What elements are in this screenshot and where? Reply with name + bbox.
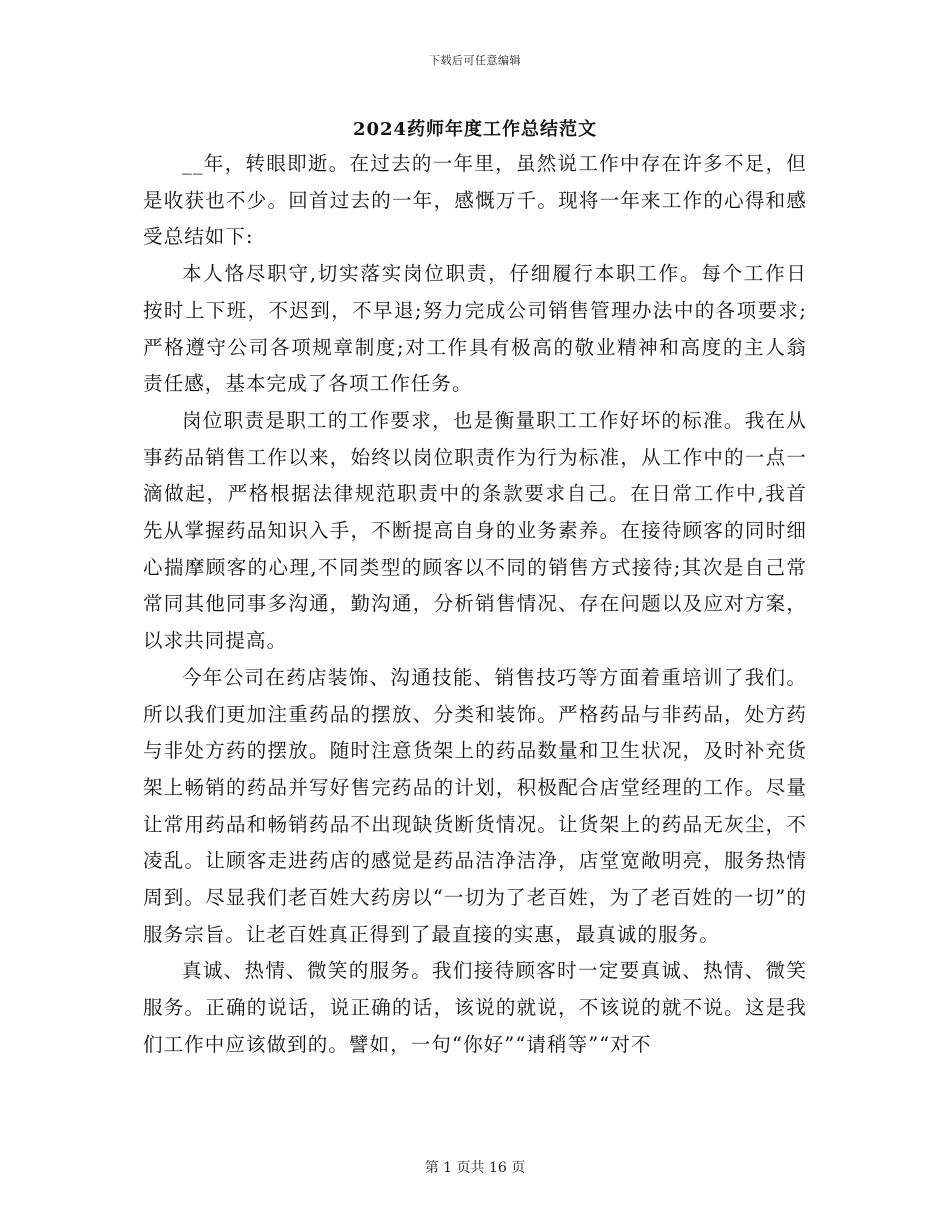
document-title: 2024药师年度工作总结范文 <box>352 119 598 140</box>
page-header-note: 下载后可任意编辑 <box>429 54 521 67</box>
paragraph-intro: __年，转眼即逝。在过去的一年里，虽然说工作中存在许多不足，但是收获也不少。回首过去的一年，感慨万千。现将一年来工作的心得和感受总结如下: <box>143 152 807 249</box>
paragraph-duty: 本人恪尽职守,切实落实岗位职责，仔细履行本职工作。每个工作日按时上下班，不迟到，不早退;努力完成公司销售管理办法中的各项要求;严格遵守公司各项规章制度;对工作具有极高的敬业精神和高度的主人翁责任感，基本完成了各项工作任务。 <box>143 262 807 396</box>
document-body <box>143 146 807 1064</box>
paragraph-responsibility: 岗位职责是职工的工作要求，也是衡量职工工作好坏的标准。我在从事药品销售工作以来，始终以岗位职责作为行为标准，从工作中的一点一滴做起，严格根据法律规范职责中的条款要求自己。在日常工作中,我首先从掌握药品知识入手，不断提高自身的业务素养。在接待顾客的同时细心揣摩顾客的心理,不同类型的顾客以不同的销售方式接待;其次是自己常常同其他同事多沟通，勤沟通，分析销售情况、存在问题以及应对方案，以求共同提高。 <box>143 408 807 653</box>
paragraph-service: 真诚、热情、微笑的服务。我们接待顾客时一定要真诚、热情、微笑服务。正确的说话，说正确的话，该说的就说，不该说的就不说。这是我们工作中应该做到的。譬如，一句“你好”“请稍等”“对不 <box>143 959 807 1056</box>
paragraph-training: 今年公司在药店装饰、沟通技能、销售技巧等方面着重培训了我们。所以我们更加注重药品的摆放、分类和装饰。严格药品与非药品，处方药与非处方药的摆放。随时注意货架上的药品数量和卫生状况，及时补充货架上畅销的药品并写好售完药品的计划，积极配合店堂经理的工作。尽量让常用药品和畅销药品不出现缺货断货情况。让货架上的药品无灰尘，不凌乱。让顾客走进药店的感觉是药品洁净洁净，店堂宽敞明亮，服务热情周到。尽显我们老百姓大药房以“一切为了老百姓，为了老百姓的一切”的服务宗旨。让老百姓真正得到了最直接的实惠，最真诚的服务。 <box>143 665 807 946</box>
page-number-footer: 第 1 页共 16 页 <box>424 1160 526 1176</box>
